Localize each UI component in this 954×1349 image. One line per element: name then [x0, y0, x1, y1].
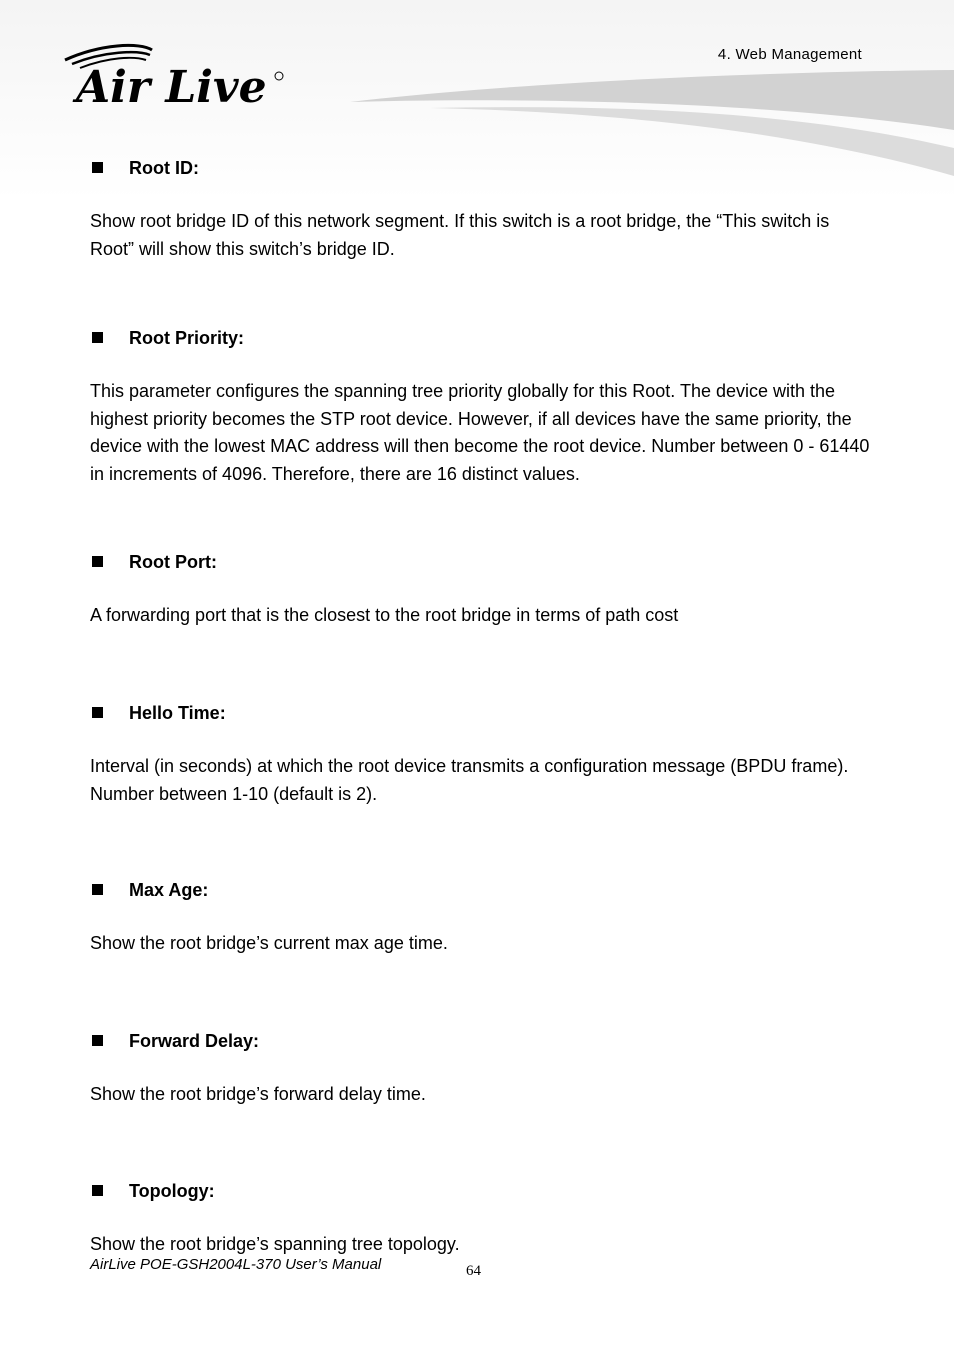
item-description: A forwarding port that is the closest to the root bridge in terms of path cost — [90, 605, 679, 625]
page-number: 64 — [466, 1263, 481, 1279]
square-bullet-icon — [92, 556, 103, 567]
square-bullet-icon — [92, 1185, 103, 1196]
item-heading — [90, 703, 226, 724]
item-description: Interval (in seconds) at which the root device transmits a configuration message (BPDU frame). Number between 1-10 (default is 2). — [90, 756, 849, 804]
section-title: 4. Web Management — [717, 46, 862, 63]
item-description: This parameter configures the spanning tree priority globally for this Root. The device with the highest priority becomes the STP root device. However, if all devices have the same priority, the device with the lowest MAC address will then become the root device. Number between 0 - 61440 in increments of 4096. Therefore, there are 16 distinct values. — [90, 381, 870, 484]
item-heading — [90, 552, 217, 573]
square-bullet-icon — [92, 707, 103, 718]
footer-manual-title: AirLive POE-GSH2004L-370 User’s Manual — [90, 1256, 382, 1273]
item-heading — [90, 328, 244, 349]
item-title: Max Age: — [129, 880, 209, 900]
item-title: Topology: — [129, 1181, 215, 1201]
airlive-logo — [60, 42, 300, 112]
item-heading — [90, 1031, 259, 1052]
square-bullet-icon — [92, 1035, 103, 1046]
item-title: Root Priority: — [129, 328, 244, 348]
square-bullet-icon — [92, 884, 103, 895]
item-description: Show the root bridge’s spanning tree topology. — [90, 1234, 460, 1254]
item-description: Show root bridge ID of this network segment. If this switch is a root bridge, the “This switch is Root” will show this switch’s bridge ID. — [90, 211, 830, 259]
square-bullet-icon — [92, 332, 103, 343]
item-heading — [90, 158, 199, 179]
item-title: Hello Time: — [129, 703, 226, 723]
item-title: Root Port: — [129, 552, 217, 572]
logo-wordmark: Air Live — [76, 62, 267, 112]
item-heading — [90, 1181, 215, 1202]
item-description: Show the root bridge’s current max age time. — [90, 933, 448, 953]
item-title: Root ID: — [129, 158, 199, 178]
item-heading — [90, 880, 208, 901]
item-description: Show the root bridge’s forward delay time. — [90, 1084, 426, 1104]
square-bullet-icon — [92, 162, 103, 173]
item-title: Forward Delay: — [129, 1031, 260, 1051]
